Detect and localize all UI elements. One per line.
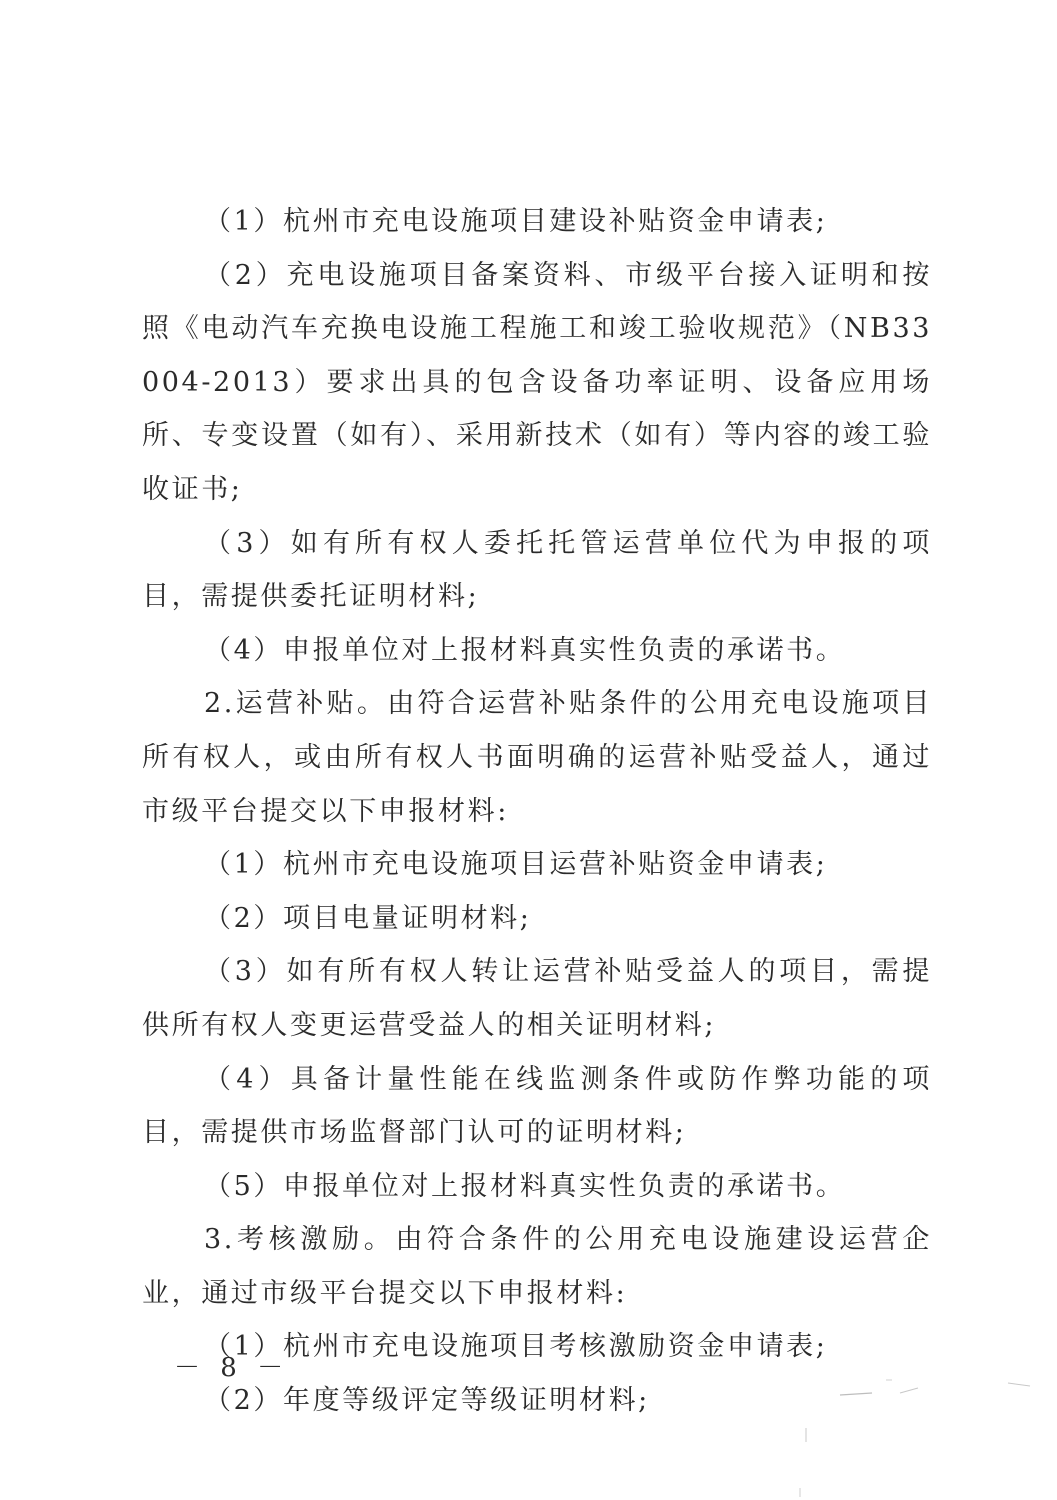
paragraph-2-4-metering: （4）具备计量性能在线监测条件或防作弊功能的项目，需提供市场监督部门认可的证明材料; [142,1063,932,1149]
page-number: － 8 － [174,1353,290,1383]
document-body [142,195,932,1428]
paragraph-3-1-incentive-form: （1）杭州市充电设施项目考核激励资金申请表; [204,1331,828,1363]
paragraph-1-1-construction-form: （1）杭州市充电设施项目建设补贴资金申请表; [204,206,828,237]
paragraph-1-4-commitment: （4）申报单位对上报材料真实性负责的承诺书。 [204,634,846,666]
paragraph-1-2-filing-materials: （2）充电设施项目备案资料、市级平台接入证明和按照《电动汽车充换电设施工程施工和竣工验收规范》（NB33004-2013）要求出具的包含设备功率证明、设备应用场所、专变设置（如有）、采用新技术（如有）等内容的竣工验收证书; [142,259,932,505]
paragraph-2-2-electricity-proof: （2）项目电量证明材料; [204,902,532,934]
paragraph-2-5-commitment: （5）申报单位对上报材料真实性负责的承诺书。 [204,1170,846,1202]
paragraph-2-operation-subsidy: 2.运营补贴。由符合运营补贴条件的公用充电设施项目所有权人，或由所有权人书面明确的运营补贴受益人，通过市级平台提交以下申报材料: [142,688,932,827]
paragraph-2-3-beneficiary-transfer: （3）如有所有权人转让运营补贴受益人的项目，需提供所有权人变更运营受益人的相关证明材料; [142,956,932,1041]
paragraph-2-1-operation-form: （1）杭州市充电设施项目运营补贴资金申请表; [204,849,828,881]
paragraph-3-2-rating-proof: （2）年度等级评定等级证明材料; [204,1385,650,1417]
paragraph-3-assessment-incentive: 3.考核激励。由符合条件的公用充电设施建设运营企业，通过市级平台提交以下申报材料: [142,1224,932,1309]
paragraph-1-3-entrustment: （3）如有所有权人委托托管运营单位代为申报的项目，需提供委托证明材料; [142,527,932,613]
